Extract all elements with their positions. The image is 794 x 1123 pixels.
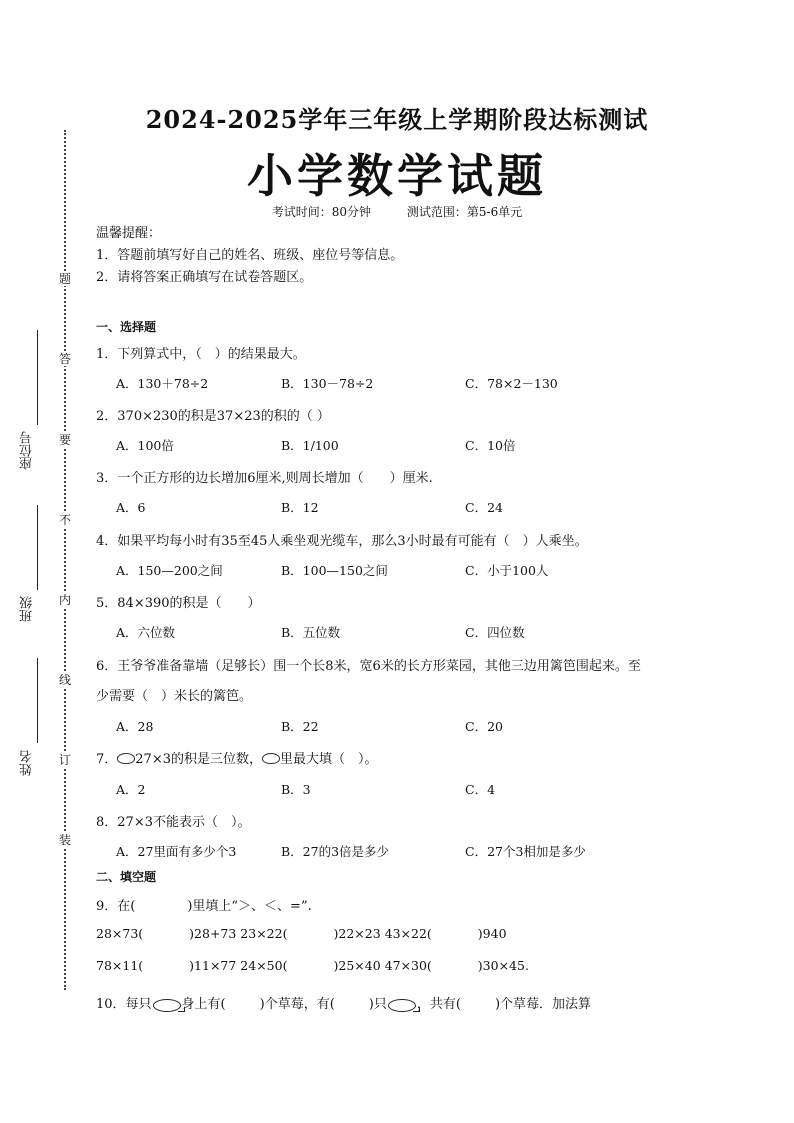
question-stem: 9．在( )里填上“＞、＜、=”. [96, 899, 312, 914]
row-text: )28+73 23×22( [189, 926, 288, 941]
option[interactable]: A．130＋78÷2 [116, 376, 209, 391]
option[interactable]: B．1/100 [281, 438, 339, 453]
q10-text: 10．每只 [96, 997, 152, 1012]
q10-text: )个草莓，有( [259, 997, 335, 1012]
option[interactable]: C．10倍 [465, 438, 516, 453]
gutter-char: 线 [58, 673, 71, 687]
option[interactable]: C．78×2－130 [465, 376, 558, 391]
option[interactable]: A．6 [116, 500, 146, 515]
question-number: 7． [96, 752, 118, 767]
question-stem: 3．一个正方形的边长增加6厘米,则周长增加（ ）厘米. [96, 471, 433, 486]
gutter-char: 要 [58, 433, 71, 447]
option[interactable]: B．五位数 [281, 625, 341, 640]
option[interactable]: B．3 [281, 782, 311, 797]
q10-text: )个草莓．加法算 [494, 997, 592, 1012]
option[interactable]: B．100—150之间 [281, 563, 388, 578]
option[interactable]: B．130－78÷2 [281, 376, 374, 391]
gutter-char: 装 [58, 833, 71, 847]
question-stem: 5．84×390的积是（ ） [96, 596, 261, 611]
row-text: )11×77 24×50( [189, 958, 288, 973]
exam-scope: 测试范围：第5-6单元 [406, 205, 523, 219]
class-label: 班级 [20, 596, 35, 622]
question-stem [96, 748, 378, 767]
gutter-char: 题 [58, 272, 71, 286]
option[interactable]: C．20 [465, 719, 503, 734]
row-text: 78×11( [96, 958, 144, 973]
row-text: )940 [477, 926, 507, 941]
option[interactable]: C．4 [465, 782, 496, 797]
option[interactable]: C．27个3相加是多少 [465, 844, 586, 859]
option[interactable]: A．27里面有多少个3 [116, 844, 237, 859]
exam-title: 小学数学试题 [247, 149, 547, 203]
q10-text: 身上有( [181, 997, 226, 1012]
notice-heading: 温馨提醒： [96, 226, 162, 241]
compare-row-1 [96, 926, 507, 941]
option[interactable]: A．100倍 [116, 438, 174, 453]
gutter-char: 不 [58, 513, 71, 527]
seat-number-label: 座位号 [20, 431, 35, 471]
question-text: 27×3的积是三位数， [135, 752, 262, 767]
gutter-char: 答 [58, 352, 71, 366]
exam-meta [0, 203, 794, 220]
option[interactable]: B．22 [281, 719, 319, 734]
class-line[interactable] [37, 505, 38, 590]
question-10 [96, 993, 591, 1012]
question-text: 里最大填（ ）。 [280, 752, 378, 767]
blank-box-icon [262, 753, 280, 764]
option[interactable]: C．小于100人 [465, 563, 549, 578]
gutter-char: 内 [58, 593, 71, 607]
option[interactable]: C．24 [465, 500, 503, 515]
question-stem: 2．370×230的积是37×23的积的（ ） [96, 409, 330, 424]
question-stem: 4．如果平均每小时有35至45人乘坐观光缆车，那么3小时最有可能有（ ）人乘坐。 [96, 534, 588, 549]
option[interactable]: A．28 [116, 719, 154, 734]
seat-number-line[interactable] [37, 330, 38, 425]
option[interactable]: A．2 [116, 782, 146, 797]
question-stem-continued: 少需要（ ）米长的篱笆。 [96, 689, 253, 704]
notice-item-2: 2．请将答案正确填写在试卷答题区。 [96, 270, 313, 285]
q10-text: )只 [368, 997, 387, 1012]
q10-text: ，共有( [416, 997, 461, 1012]
question-stem: 8．27×3不能表示（ ）。 [96, 815, 251, 830]
option[interactable]: A．六位数 [116, 625, 176, 640]
question-stem: 1．下列算式中，（ ）的结果最大。 [96, 347, 306, 362]
compare-row-2 [96, 958, 529, 973]
option[interactable]: A．150—200之间 [116, 563, 223, 578]
row-text: )25×40 47×30( [333, 958, 432, 973]
name-label: 姓名 [20, 750, 35, 776]
ladybug-icon [387, 998, 417, 1012]
question-stem: 6．王爷爷准备靠墙（足够长）围一个长8米，宽6米的长方形菜园，其他三边用篱笆围起来。至 [96, 659, 641, 674]
section-heading-fill: 二、填空题 [96, 870, 157, 884]
name-line[interactable] [37, 658, 38, 743]
notice-item-1: 1．答题前填写好自己的姓名、班级、座位号等信息。 [96, 248, 404, 263]
binding-dotted-line [64, 130, 66, 990]
ladybug-icon [152, 998, 182, 1012]
row-text: )30×45. [477, 958, 529, 973]
blank-box-icon [117, 753, 135, 764]
exam-time: 考试时间：80分钟 [271, 205, 372, 219]
row-text: )22×23 43×22( [333, 926, 432, 941]
exam-subtitle: 2024-2025学年三年级上学期阶段达标测试 [145, 105, 649, 134]
option[interactable]: B．27的3倍是多少 [281, 844, 390, 859]
section-heading-choice: 一、选择题 [96, 320, 157, 334]
row-text: 28×73( [96, 926, 144, 941]
option[interactable]: C．四位数 [465, 625, 525, 640]
gutter-char: 订 [58, 753, 71, 767]
option[interactable]: B．12 [281, 500, 319, 515]
